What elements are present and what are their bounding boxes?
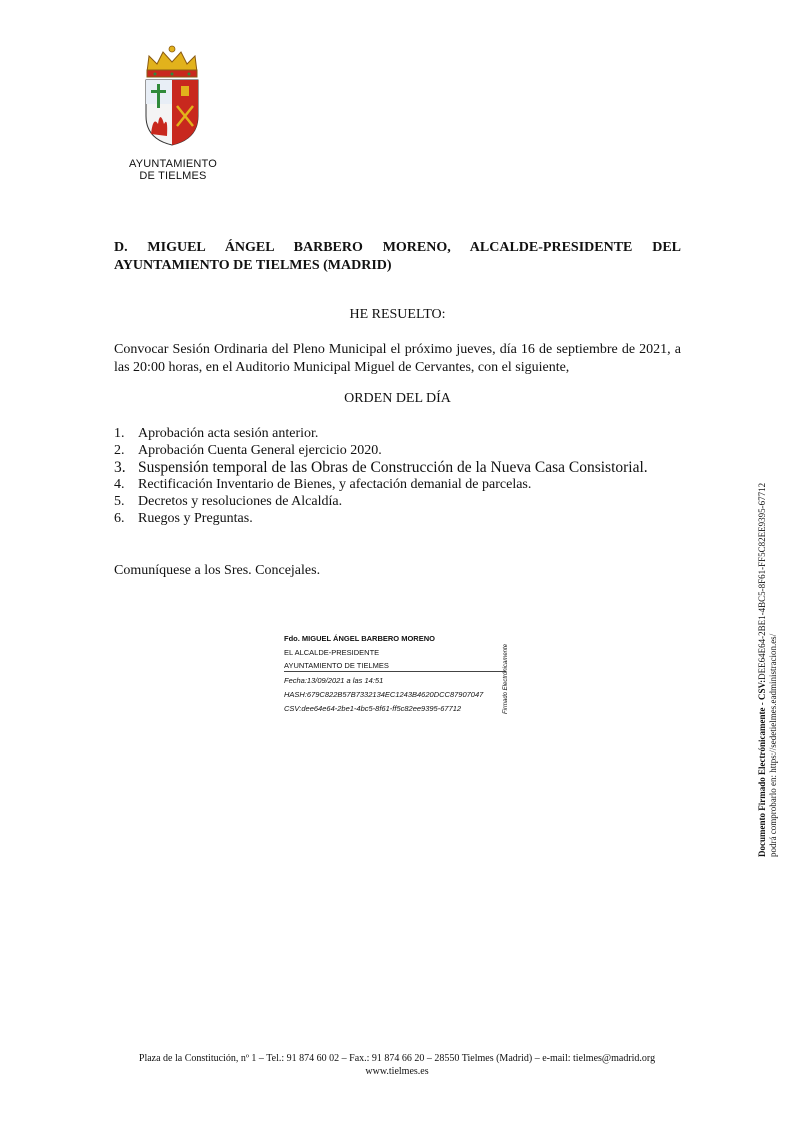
agenda-item-number: 3. <box>114 459 126 476</box>
agenda-item-text: Rectificación Inventario de Bienes, y afectación demanial de parcelas. <box>138 477 532 492</box>
heading-line1: D. MIGUEL ÁNGEL BARBERO MORENO, ALCALDE-PRESIDENTE DEL <box>114 240 681 255</box>
agenda-item-text: Aprobación Cuenta General ejercicio 2020. <box>138 443 382 458</box>
council-name-line1: AYUNTAMIENTO <box>129 158 217 170</box>
crown-icon <box>147 46 197 77</box>
sidebar-bold-label: Documento Firmado Electrónicamente - CSV: <box>757 679 767 857</box>
agenda-item-text: Aprobación acta sesión anterior. <box>138 426 319 441</box>
agenda-title: ORDEN DEL DÍA <box>344 391 451 406</box>
csv-verification-sidebar <box>757 467 779 857</box>
agenda-item-text: Ruegos y Preguntas. <box>138 511 253 526</box>
sidebar-csv-code: DEE64E64-2BE1-4BC5-8F61-FF5C82EE9395-67712 <box>757 482 767 680</box>
agenda-item-number: 4. <box>114 477 125 492</box>
signature-hash: HASH:679C822B57B7332134EC1243B4620DCC87907047 <box>284 690 484 699</box>
convocation-paragraph: Convocar Sesión Ordinaria del Pleno Municipal el próximo jueves, día 16 de septiembre de 2021, a las 20:00 horas, en el Auditorio Municipal Miguel de Cervantes, con el siguiente, <box>114 342 681 375</box>
heading-line2: AYUNTAMIENTO DE TIELMES (MADRID) <box>114 258 392 273</box>
agenda-list <box>114 425 714 527</box>
resolved-title: HE RESUELTO: <box>349 307 446 322</box>
agenda-item <box>114 425 714 442</box>
agenda-item <box>114 510 714 527</box>
signature-role: EL ALCALDE-PRESIDENTE <box>284 648 380 657</box>
page-footer <box>80 1052 714 1078</box>
agenda-item <box>114 493 714 510</box>
signature-org: AYUNTAMIENTO DE TIELMES <box>284 661 389 670</box>
shield-icon <box>146 80 198 145</box>
agenda-item-text: Decretos y resoluciones de Alcaldía. <box>138 494 343 509</box>
agenda-item-text: Suspensión temporal de las Obras de Construcción de la Nueva Casa Consistorial. <box>138 459 648 476</box>
electronic-signature-block <box>284 634 524 714</box>
agenda-item-number: 5. <box>114 494 125 509</box>
signature-csv: CSV:dee64e64-2be1-4bc5-8f61-ff5c82ee9395-67712 <box>284 704 462 713</box>
signature-divider <box>284 671 506 672</box>
agenda-item-number: 6. <box>114 511 125 526</box>
agenda-item-number: 1. <box>114 426 125 441</box>
agenda-item-number: 2. <box>114 443 125 458</box>
coat-of-arms-logo <box>139 44 205 147</box>
council-name-line2: DE TIELMES <box>139 170 207 182</box>
signature-date: Fecha:13/09/2021 a las 14:51 <box>284 676 384 685</box>
communicate-line: Comuníquese a los Sres. Concejales. <box>114 563 321 578</box>
document-heading <box>114 239 681 275</box>
agenda-item <box>114 459 714 476</box>
agenda-item <box>114 442 714 459</box>
signature-stamp: Firmado Electrónicamente <box>503 643 509 714</box>
signature-signer: Fdo. MIGUEL ÁNGEL BARBERO MORENO <box>284 634 435 643</box>
sidebar-verify-link[interactable]: podrá comprobarlo en: https://sedetielmes.eadministracion.es/ <box>768 633 778 857</box>
council-name <box>113 158 233 182</box>
sidebar-line1 <box>757 467 768 857</box>
footer-website[interactable]: www.tielmes.es <box>365 1066 429 1077</box>
footer-address: Plaza de la Constitución, nº 1 – Tel.: 91 874 60 02 – Fax.: 91 874 66 20 – 28550 Tielmes (Madrid) – e-mail: tielmes@madrid.org <box>138 1053 656 1064</box>
agenda-item <box>114 476 714 493</box>
